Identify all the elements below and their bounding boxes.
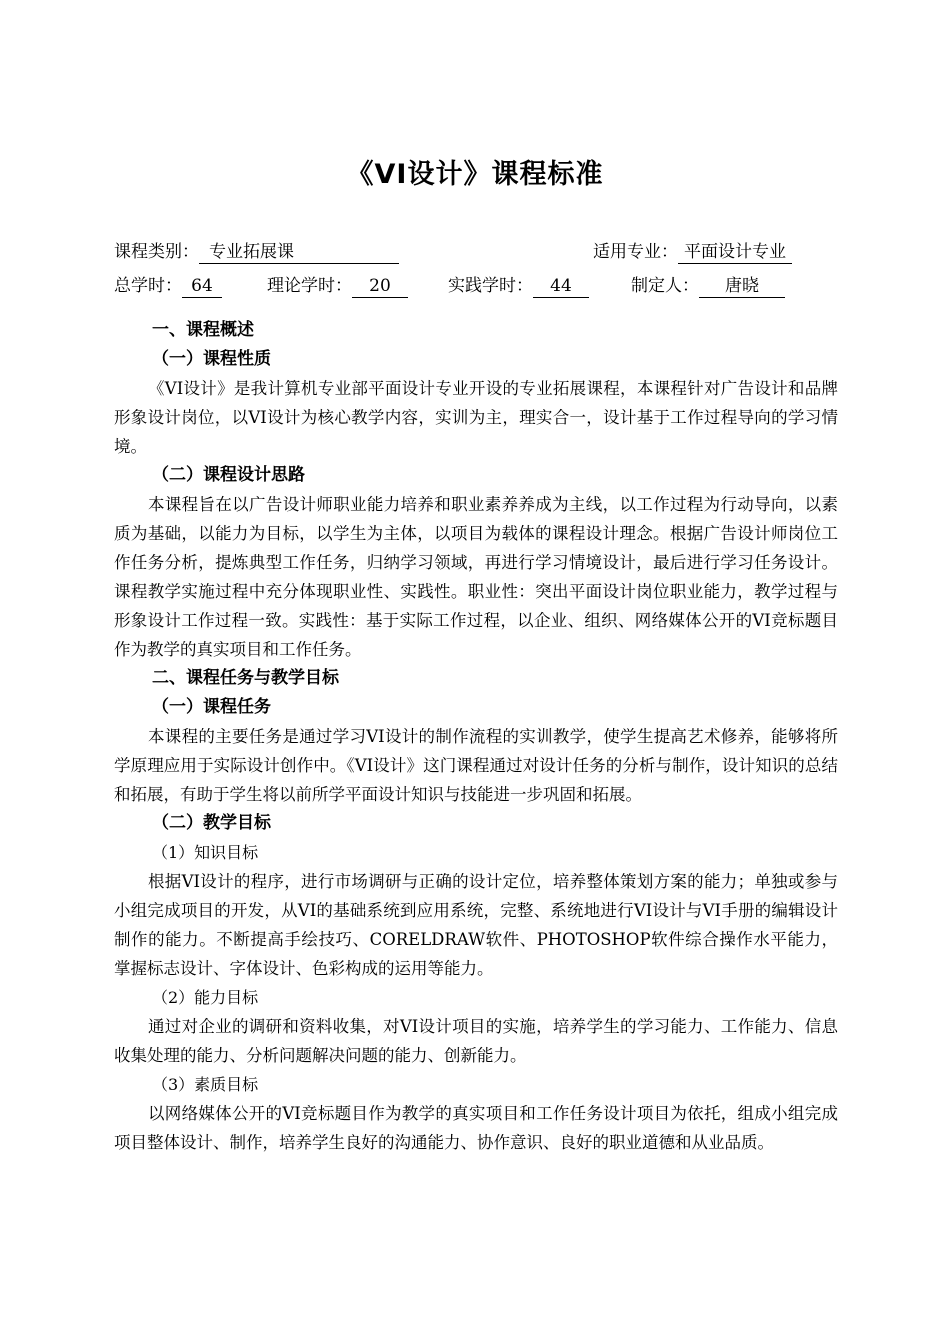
paragraph-knowledge-goal: 根据VI设计的程序，进行市场调研与正确的设计定位，培养整体策划方案的能力；单独或参与小组完成项目的开发，从VI的基础系统到应用系统，完整、系统地进行VI设计与VI手册的编辑设计制作的能力。不断提高手绘技巧、CORELDRAW软件、PHOTOSHOP软件综合操作水平能力，掌握标志设计、字体设计、色彩构成的运用等能力。 (114, 872, 838, 978)
document-body (114, 316, 838, 1157)
practice-hours-label: 实践学时： (448, 276, 533, 296)
course-type-label: 课程类别： (114, 242, 199, 262)
author-label: 制定人： (631, 276, 699, 296)
major-value: 平面设计专业 (678, 242, 792, 264)
paragraph-course-tasks: 本课程的主要任务是通过学习VI设计的制作流程的实训教学，使学生提高艺术修养，能够将所学原理应用于实际设计创作中。《VI设计》这门课程通过对设计任务的分析与制作，设计知识的总结和拓展，有助于学生将以前所学平面设计知识与技能进一步巩固和拓展。 (114, 727, 838, 804)
subheading-teaching-goals: （二）教学目标 (152, 813, 271, 833)
subheading-quality-goal: （3）素质目标 (152, 1075, 259, 1094)
major-row (593, 240, 792, 264)
author-value: 唐晓 (699, 276, 785, 298)
practice-hours-row (448, 274, 589, 298)
subheading-course-tasks: （一）课程任务 (152, 697, 271, 717)
subheading-ability-goal: （2）能力目标 (152, 988, 259, 1007)
paragraph-design-approach: 本课程旨在以广告设计师职业能力培养和职业素养养成为主线，以工作过程为行动导向，以素质为基础，以能力为目标，以学生为主体，以项目为载体的课程设计理念。根据广告设计师岗位工作任务分析，提炼典型工作任务，归纳学习领域，再进行学习情境设计，最后进行学习任务设计。课程教学实施过程中充分体现职业性、实践性。职业性：突出平面设计岗位职业能力，教学过程与形象设计工作过程一致。实践性：基于实际工作过程，以企业、组织、网络媒体公开的VI竞标题目作为教学的真实项目和工作任务。 (114, 495, 838, 659)
total-hours-label: 总学时： (114, 276, 182, 296)
subheading-knowledge-goal: （1）知识目标 (152, 843, 259, 862)
document-title: 《VI设计》课程标准 (346, 159, 604, 190)
course-type-row (114, 240, 399, 264)
theory-hours-value: 20 (352, 276, 408, 298)
total-hours-value: 64 (182, 276, 222, 298)
hours-row (114, 274, 222, 298)
subheading-design-approach: （二）课程设计思路 (152, 465, 305, 485)
author-row (631, 274, 785, 298)
theory-hours-row (267, 274, 408, 298)
section-heading-overview: 一、课程概述 (152, 320, 254, 340)
section-heading-tasks-goals: 二、课程任务与教学目标 (152, 668, 339, 688)
practice-hours-value: 44 (533, 276, 589, 298)
subheading-course-nature: （一）课程性质 (152, 349, 271, 369)
theory-hours-label: 理论学时： (267, 276, 352, 296)
major-label: 适用专业： (593, 242, 678, 262)
paragraph-course-nature: 《VI设计》是我计算机专业部平面设计专业开设的专业拓展课程，本课程针对广告设计和品牌形象设计岗位，以VI设计为核心教学内容，实训为主，理实合一，设计基于工作过程导向的学习情境。 (114, 379, 838, 456)
course-type-value: 专业拓展课 (199, 242, 399, 264)
paragraph-ability-goal: 通过对企业的调研和资料收集，对VI设计项目的实施，培养学生的学习能力、工作能力、信息收集处理的能力、分析问题解决问题的能力、创新能力。 (114, 1017, 838, 1065)
paragraph-quality-goal: 以网络媒体公开的VI竞标题目作为教学的真实项目和工作任务设计项目为依托，组成小组完成项目整体设计、制作，培养学生良好的沟通能力、协作意识、良好的职业道德和从业品质。 (114, 1104, 838, 1152)
